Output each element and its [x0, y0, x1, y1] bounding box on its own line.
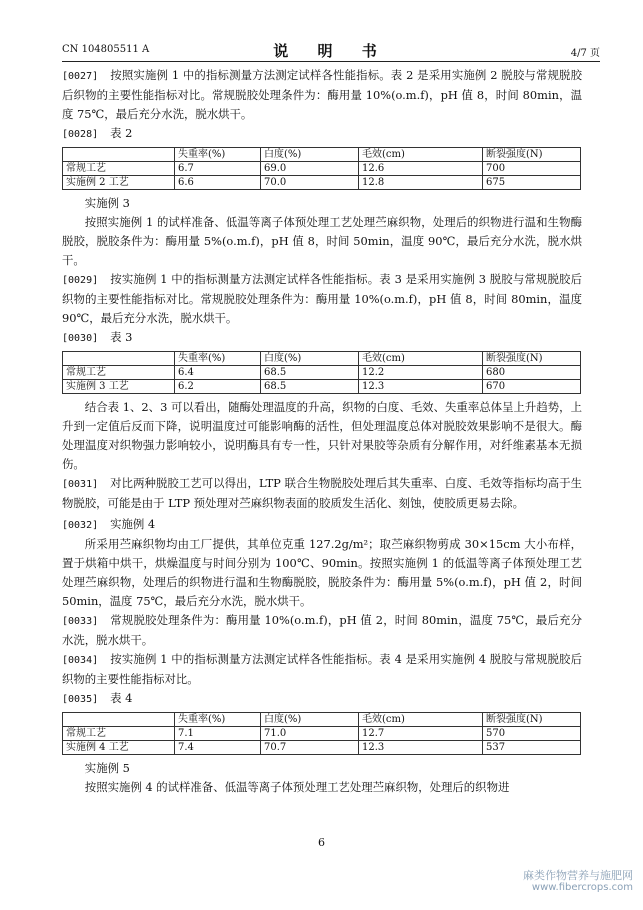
site-watermark [523, 870, 633, 894]
example-3-title: 实施例 3 [84, 196, 130, 210]
table-header-cell [63, 713, 175, 727]
paragraph-text: 对比两种脱胶工艺可以得出，LTP 联合生物脱胶处理后其失重率、白度、毛效等指标均高于生物脱胶，可能是由于 LTP 预处理对苎麻织物表面的胶质发生活化、刻蚀，使胶质更易去除。 [62, 476, 582, 510]
table-header-cell [63, 148, 175, 162]
table-cell: 675 [483, 176, 581, 190]
table-4 [62, 712, 581, 755]
table-cell: 12.6 [359, 162, 483, 176]
paragraph-text: 按实施例 1 中的指标测量方法测定试样各性能指标。表 4 是采用实施例 4 脱胶与常规脱胶后织物的主要性能指标对比。 [62, 652, 582, 686]
table-cell: 12.7 [359, 727, 483, 741]
table-row [63, 741, 581, 755]
table-header-cell: 断裂强度(N) [483, 352, 581, 366]
table-header-cell: 毛效(cm) [359, 148, 483, 162]
header-divider [62, 61, 600, 62]
document-title: 说 明 书 [273, 42, 389, 60]
table-cell: 537 [483, 741, 581, 755]
paragraph-number: [0033] [62, 616, 99, 627]
table-header-cell: 断裂强度(N) [483, 713, 581, 727]
table-cell: 实施例 4 工艺 [63, 741, 175, 755]
paragraph-number: [0031] [62, 479, 99, 490]
table-cell: 12.3 [359, 380, 483, 394]
page-header [62, 40, 600, 60]
table-cell: 570 [483, 727, 581, 741]
paragraph-number: [0027] [62, 71, 99, 82]
table-cell: 6.7 [175, 162, 261, 176]
conclusion-paragraph: 结合表 1、2、3 可以看出，随酶处理温度的升高，织物的白度、毛效、失重率总体呈上升趋势，上升到一定值后反而下降，说明温度过可能影响酶的活性，但处理温度总体对脱胶效果影响不是很大。酶处理温度对织物强力影响较小，说明酶具有专一性，只针对果胶等杂质有分解作用，对纤维素基本无损伤。 [62, 400, 582, 471]
page-number: 6 [318, 836, 325, 849]
table-cell: 680 [483, 366, 581, 380]
table-row [63, 727, 581, 741]
table-cell: 常规工艺 [63, 727, 175, 741]
table-caption: 表 4 [110, 691, 133, 705]
table-cell: 6.2 [175, 380, 261, 394]
paragraph-0032 [62, 515, 582, 535]
table-caption: 表 2 [110, 126, 133, 140]
table-header-cell: 白度(%) [261, 713, 359, 727]
table-header-cell: 失重率(%) [175, 148, 261, 162]
table-cell: 7.4 [175, 741, 261, 755]
paragraph-number: [0029] [62, 275, 99, 286]
table-header-cell: 白度(%) [261, 352, 359, 366]
table-cell: 常规工艺 [63, 366, 175, 380]
table-cell: 70.7 [261, 741, 359, 755]
table-cell: 实施例 2 工艺 [63, 176, 175, 190]
table-3 [62, 351, 581, 394]
paragraph-number: [0030] [62, 333, 99, 344]
table-cell: 12.3 [359, 741, 483, 755]
table-cell: 670 [483, 380, 581, 394]
table-cell: 68.5 [261, 366, 359, 380]
paragraph-text: 常规脱胶处理条件为：酶用量 10%(o.m.f)，pH 值 2，时间 80min，温度 75℃，最后充分水洗，脱水烘干。 [62, 613, 582, 647]
watermark-site-name: 麻类作物营养与施肥网 [523, 869, 633, 882]
document-body [62, 66, 582, 797]
paragraph-0033 [62, 611, 582, 650]
table-row [63, 162, 581, 176]
table-2 [62, 147, 581, 190]
table-cell: 常规工艺 [63, 162, 175, 176]
example-5-body: 按照实施例 4 的试样准备、低温等离子体预处理工艺处理苎麻织物，处理后的织物进 [84, 780, 510, 794]
paragraph-0027 [62, 66, 582, 124]
table-header-cell: 毛效(cm) [359, 352, 483, 366]
table-cell: 71.0 [261, 727, 359, 741]
paragraph-text: 按实施例 1 中的指标测量方法测定试样各性能指标。表 3 是采用实施例 3 脱胶与常规脱胶后织物的主要性能指标对比。常规脱胶处理条件为：酶用量 10%(o.m.f)，pH 值 8，时间 80min，温度 90℃，最后充分水洗，脱水烘干。 [62, 272, 582, 325]
table-row [63, 366, 581, 380]
table-row [63, 176, 581, 190]
publication-number: CN 104805511 A [62, 44, 150, 55]
example-4-body: 所采用苎麻织物均由工厂提供，其单位克重 127.2g/m²；取苎麻织物剪成 30×15cm 大小布样，置于烘箱中烘干，烘燥温度与时间分别为 100℃、90min。按照实施例 1 的低温等离子体预处理工艺处理苎麻织物，处理后的织物进行温和生物酶脱胶，脱胶条件为：酶用量 5%(o.m.f)，pH 值 2，时间 50min，温度 75℃，最后充分水洗，脱水烘干。 [62, 537, 582, 608]
table-row [63, 380, 581, 394]
example-4-title: 实施例 4 [110, 517, 156, 531]
table-cell: 68.5 [261, 380, 359, 394]
table-header-cell: 白度(%) [261, 148, 359, 162]
table-header-cell [63, 352, 175, 366]
table-cell: 70.0 [261, 176, 359, 190]
table-cell: 12.8 [359, 176, 483, 190]
paragraph-number: [0028] [62, 129, 99, 140]
watermark-url: www.fibercrops.com [531, 882, 633, 893]
paragraph-number: [0035] [62, 694, 99, 705]
paragraph-0035 [62, 689, 582, 709]
paragraph-number: [0032] [62, 520, 99, 531]
table-header-cell: 断裂强度(N) [483, 148, 581, 162]
table-header-cell: 失重率(%) [175, 352, 261, 366]
table-cell: 7.1 [175, 727, 261, 741]
paragraph-0030 [62, 328, 582, 348]
paragraph-0029 [62, 270, 582, 328]
example-3-body: 按照实施例 1 的试样准备、低温等离子体预处理工艺处理苎麻织物，处理后的织物进行温和生物酶脱胶，脱胶条件为：酶用量 5%(o.m.f)，pH 值 8，时间 50min，温度 90℃，最后充分水洗，脱水烘干。 [62, 215, 582, 267]
table-cell: 700 [483, 162, 581, 176]
table-cell: 12.2 [359, 366, 483, 380]
table-header-cell: 失重率(%) [175, 713, 261, 727]
paragraph-number: [0034] [62, 655, 99, 666]
table-cell: 6.4 [175, 366, 261, 380]
table-caption: 表 3 [110, 330, 133, 344]
table-cell: 69.0 [261, 162, 359, 176]
paragraph-0028 [62, 124, 582, 144]
paragraph-0031 [62, 474, 582, 513]
table-header-row [63, 352, 581, 366]
example-5-title: 实施例 5 [84, 761, 130, 775]
table-cell: 实施例 3 工艺 [63, 380, 175, 394]
table-header-row [63, 713, 581, 727]
page-reference: 4/7 页 [570, 48, 600, 59]
paragraph-text: 按照实施例 1 中的指标测量方法测定试样各性能指标。表 2 是采用实施例 2 脱胶与常规脱胶后织物的主要性能指标对比。常规脱胶处理条件为：酶用量 10%(o.m.f)，pH 值 8，时间 80min，温度 75℃，最后充分水洗，脱水烘干。 [62, 68, 582, 121]
table-header-row [63, 148, 581, 162]
table-header-cell: 毛效(cm) [359, 713, 483, 727]
paragraph-0034 [62, 650, 582, 689]
table-cell: 6.6 [175, 176, 261, 190]
